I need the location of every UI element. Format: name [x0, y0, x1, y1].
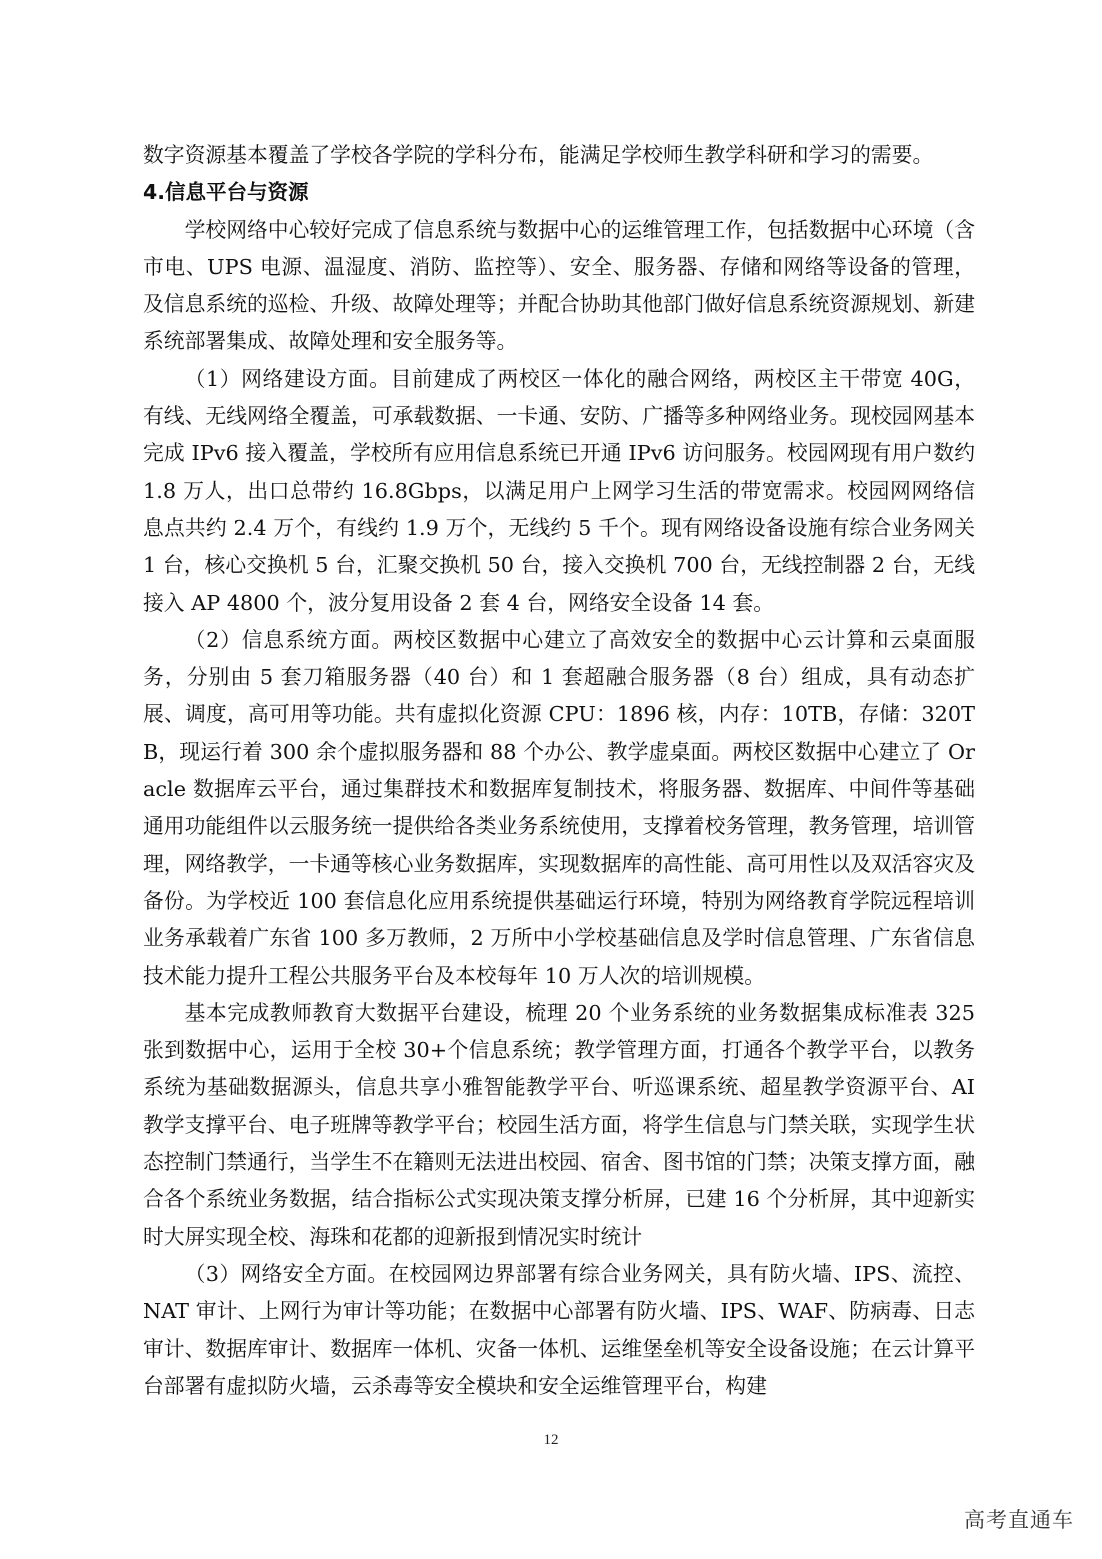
paragraph-network-security: （3）网络安全方面。在校园网边界部署有综合业务网关，具有防火墙、IPS、流控、NAT 审计、上网行为审计等功能；在数据中心部署有防火墙、IPS、WAF、防病毒、日志审计、数据库审计、数据库一体机、灾备一体机、运维堡垒机等安全设备设施；在云计算平台部署有虚拟防火墙，云杀毒等安全模块和安全运维管理平台，构建 — [143, 1261, 975, 1398]
paragraph-information-systems: （2）信息系统方面。两校区数据中心建立了高效安全的数据中心云计算和云桌面服务，分别由 5 套刀箱服务器（40 台）和 1 套超融合服务器（8 台）组成，具有动态扩展、调度，高可用等功能。共有虚拟化资源 CPU：1896 核，内存：10TB，存储：320TB，现运行着 300 余个虚拟服务器和 88 个办公、教学虚桌面。两校区数据中心建立了 Oracle 数据库云平台，通过集群技术和数据库复制技术，将服务器、数据库、中间件等基础通用功能组件以云服务统一提供给各类业务系统使用，支撑着校务管理，教务管理，培训管理，网络教学，一卡通等核心业务数据库，实现数据库的高性能、高可用性以及双活容灾及备份。为学校近 100 套信息化应用系统提供基础运行环境，特别为网络教育学院远程培训业务承载着广东省 100 多万教师，2 万所中小学校基础信息及学时信息管理、广东省信息技术能力提升工程公共服务平台及本校每年 10 万人次的培训规模。 — [143, 627, 975, 988]
page-number: 12 — [543, 1432, 559, 1448]
paragraph-intro: 数字资源基本覆盖了学校各学院的学科分布，能满足学校师生教学科研和学习的需要。 — [143, 143, 934, 167]
paragraph-big-data-platform: 基本完成教师教育大数据平台建设，梳理 20 个业务系统的业务数据集成标准表 325 张到数据中心，运用于全校 30+个信息系统；教学管理方面，打通各个教学平台，以教务系统为基础数据源头，信息共享小雅智能教学平台、听巡课系统、超星教学资源平台、AI 教学支撑平台、电子班牌等教学平台；校园生活方面，将学生信息与门禁关联，实现学生状态控制门禁通行，当学生不在籍则无法进出校园、宿舍、图书馆的门禁；决策支撑方面，融合各个系统业务数据，结合指标公式实现决策支撑分析屏，已建 16 个分析屏，其中迎新实时大屏实现全校、海珠和花都的迎新报到情况实时统计 — [143, 1000, 975, 1249]
paragraph-operations: 学校网络中心较好完成了信息系统与数据中心的运维管理工作，包括数据中心环境（含市电、UPS 电源、温湿度、消防、监控等）、安全、服务器、存储和网络等设备的管理，及信息系统的巡检、升级、故障处理等；并配合协助其他部门做好信息系统资源规划、新建系统部署集成、故障处理和安全服务等。 — [143, 217, 975, 354]
document-body — [143, 137, 975, 1405]
section-heading: 4.信息平台与资源 — [143, 180, 309, 205]
paragraph-network-construction: （1）网络建设方面。目前建成了两校区一体化的融合网络，两校区主干带宽 40G，有线、无线网络全覆盖，可承载数据、一卡通、安防、广播等多种网络业务。现校园网基本完成 IPv6 接入覆盖，学校所有应用信息系统已开通 IPv6 访问服务。校园网现有用户数约 1.8 万人，出口总带约 16.8Gbps，以满足用户上网学习生活的带宽需求。校园网网络信息点共约 2.4 万个，有线约 1.9 万个，无线约 5 千个。现有网络设备设施有综合业务网关 1 台，核心交换机 5 台，汇聚交换机 50 台，接入交换机 700 台，无线控制器 2 台，无线接入 AP 4800 个，波分复用设备 2 套 4 台，网络安全设备 14 套。 — [143, 366, 975, 615]
watermark: 高考直通车 — [964, 1508, 1074, 1532]
